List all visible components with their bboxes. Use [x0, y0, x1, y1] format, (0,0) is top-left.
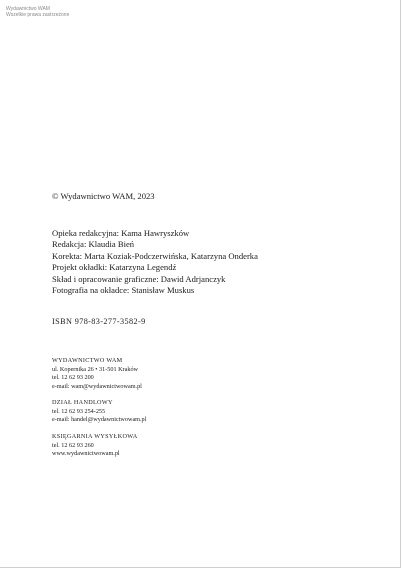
credit-editing: Redakcja: Klaudia Bień	[52, 239, 135, 250]
isbn: ISBN 978-83-277-3582-9	[52, 317, 146, 326]
copyright-notice: © Wydawnictwo WAM, 2023	[52, 191, 155, 201]
sales-contact	[52, 399, 146, 425]
shop-phone: tel. 12 62 93 260	[52, 441, 94, 449]
watermark	[6, 6, 69, 18]
credit-typesetting: Skład i opracowanie graficzne: Dawid Adrjanczyk	[52, 273, 226, 284]
shop-heading: KSIĘGARNIA WYSYŁKOWA	[52, 433, 138, 440]
credit-cover-design: Projekt okładki: Katarzyna Legendź	[52, 262, 177, 273]
watermark-publisher: Wydawnictwo WAM	[6, 6, 50, 12]
credit-proofreading: Korekta: Marta Koziak-Podczerwińska, Katarzyna Onderka	[52, 250, 258, 261]
sales-email: e-mail: handel@wydawnictwowam.pl	[52, 416, 147, 424]
sales-heading: DZIAŁ HANDLOWY	[52, 399, 113, 406]
shop-website: www.wydawnictwowam.pl	[52, 450, 120, 458]
sales-phone: tel. 12 62 93 254-255	[52, 407, 106, 415]
editorial-credits	[52, 228, 258, 296]
credit-cover-photo: Fotografia na okładce: Stanisław Muskus	[52, 285, 195, 296]
publisher-email: e-mail: wam@wydawnictwowam.pl	[52, 382, 142, 390]
shop-contact	[52, 433, 137, 459]
publisher-address: ul. Kopernika 26 • 31-501 Kraków	[52, 365, 139, 373]
publisher-phone: tel. 12 62 93 200	[52, 374, 94, 382]
publisher-contact	[52, 357, 142, 391]
watermark-rights: Wszelkie prawa zastrzeżone	[6, 12, 70, 18]
credit-editorial-care: Opieka redakcyjna: Kama Hawryszków	[52, 228, 190, 238]
publisher-heading: WYDAWNICTWO WAM	[52, 357, 123, 364]
